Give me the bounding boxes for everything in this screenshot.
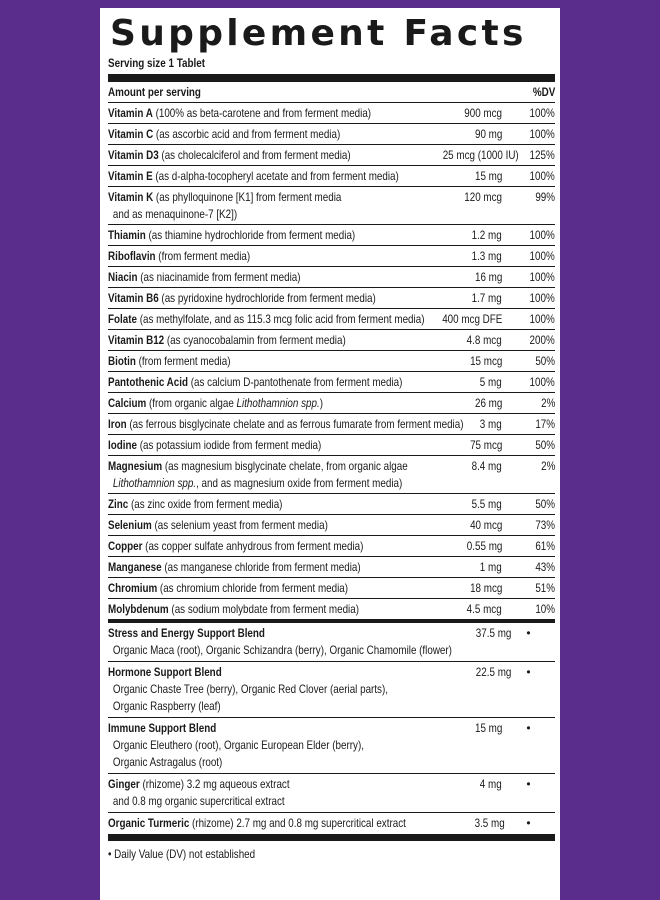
nutrient-amount-cell	[426, 189, 502, 206]
nutrient-label	[108, 458, 408, 492]
nutrient-dv-cell	[502, 538, 555, 555]
nutrient-detail: (as cholecalciferol and from ferment media)	[158, 148, 351, 162]
nutrient-amount-cell	[426, 105, 502, 122]
nutrient-row	[108, 267, 555, 288]
nutrient-name: Molybdenum	[108, 602, 169, 616]
blend-name: Organic Turmeric	[108, 816, 190, 830]
nutrient-label	[108, 332, 346, 349]
nutrient-name: Chromium	[108, 581, 158, 595]
nutrient-row	[108, 536, 555, 557]
nutrient-label	[108, 353, 230, 370]
nutrient-name: Vitamin E	[108, 169, 153, 183]
nutrient-row	[108, 103, 555, 124]
blend-ingredient-line: Organic Chaste Tree (berry), Organic Red Clover (aerial parts),	[112, 682, 388, 696]
nutrient-amount-cell	[426, 517, 502, 534]
nutrient-dv: 50%	[535, 438, 555, 452]
nutrient-dv: 100%	[529, 291, 555, 305]
nutrient-amount: 4.5 mcg	[466, 602, 502, 616]
nutrient-dv-cell	[502, 248, 555, 265]
nutrient-amount: 15 mcg	[469, 354, 502, 368]
panel-title: Supplement Facts	[110, 13, 527, 54]
nutrient-dv: 100%	[529, 169, 555, 183]
nutrient-name: Thiamin	[108, 228, 146, 242]
blend-row	[108, 718, 555, 774]
nutrient-amount-cell	[426, 290, 502, 307]
nutrient-amount: 40 mcg	[469, 518, 502, 532]
nutrient-row	[108, 393, 555, 414]
nutrient-dv-cell	[502, 227, 555, 244]
blend-amount-cell	[468, 625, 512, 642]
nutrient-dv-cell	[502, 105, 555, 122]
nutrient-name: Biotin	[108, 354, 136, 368]
nutrient-detail2: , and as magnesium oxide from ferment media)	[196, 476, 403, 490]
nutrient-detail: (as niacinamide from ferment media)	[137, 270, 301, 284]
nutrient-dv: 73%	[535, 518, 555, 532]
nutrient-amount: 3 mg	[480, 417, 502, 431]
nutrient-name-cell	[108, 559, 426, 576]
blend-dv-bullet: •	[526, 777, 531, 791]
nutrient-dv: 100%	[529, 106, 555, 120]
nutrient-detail: (as potassium iodide from ferment media)	[136, 438, 322, 452]
nutrient-amount: 18 mcg	[469, 581, 502, 595]
nutrient-amount-cell	[426, 437, 502, 454]
nutrient-dv: 51%	[535, 581, 555, 595]
nutrient-name-cell	[108, 458, 426, 492]
nutrient-dv-cell	[502, 353, 555, 370]
nutrient-row	[108, 124, 555, 145]
nutrient-dv: 125%	[529, 148, 555, 162]
nutrient-row	[108, 225, 555, 246]
nutrient-amount: 1.3 mg	[471, 249, 502, 263]
nutrient-dv-cell	[502, 416, 555, 433]
dv-label: %DV	[532, 85, 555, 99]
nutrient-detail-end: )	[319, 396, 323, 410]
nutrient-dv: 2%	[540, 396, 555, 410]
nutrient-detail: (100% as beta-carotene and from ferment media)	[152, 106, 372, 120]
nutrient-label	[108, 517, 328, 534]
nutrient-label	[108, 395, 323, 412]
nutrient-amount-cell	[426, 580, 502, 597]
nutrient-label	[108, 168, 399, 185]
nutrient-amount: 90 mg	[474, 127, 502, 141]
blend-ingredient-line: Organic Eleuthero (root), Organic European Elder (berry),	[112, 738, 364, 752]
footnote: • Daily Value (DV) not established	[108, 847, 256, 861]
nutrient-detail: (as manganese chloride from ferment media)	[161, 560, 361, 574]
blend-amount: 3.5 mg	[474, 816, 505, 830]
nutrient-name-cell	[108, 311, 426, 328]
nutrient-dv: 100%	[529, 312, 555, 326]
nutrient-detail: (as chromium chloride from ferment media)	[157, 581, 349, 595]
blend-dv-cell	[502, 815, 555, 832]
nutrient-dv-cell	[502, 580, 555, 597]
nutrient-dv-cell	[502, 601, 555, 618]
nutrient-amount-cell	[426, 168, 502, 185]
nutrient-dv-cell	[502, 290, 555, 307]
blend-amount-cell	[468, 720, 502, 737]
nutrient-label	[108, 416, 463, 433]
nutrient-detail: (from ferment media)	[155, 249, 251, 263]
nutrient-name-cell	[108, 416, 464, 433]
nutrient-detail: (as ferrous bisglycinate chelate and as ferrous fumarate from ferment media)	[126, 417, 464, 431]
nutrient-amount: 0.55 mg	[466, 539, 502, 553]
nutrient-dv-cell	[502, 189, 555, 206]
nutrient-detail2: and as menaquinone-7 [K2])	[112, 207, 238, 221]
blend-dv-cell	[502, 776, 555, 793]
blend-amount: 15 mg	[474, 721, 502, 735]
blend-dv-bullet: •	[526, 626, 531, 640]
nutrient-name-cell	[108, 227, 426, 244]
nutrient-name-cell	[108, 601, 426, 618]
nutrient-row	[108, 557, 555, 578]
nutrient-amount: 5.5 mg	[471, 497, 502, 511]
nutrient-detail: (as methylfolate, and as 115.3 mcg folic acid from ferment media)	[136, 312, 425, 326]
blend-label	[108, 664, 388, 715]
nutrient-amount: 15 mg	[474, 169, 502, 183]
nutrient-dv: 50%	[535, 354, 555, 368]
nutrient-name-cell	[108, 147, 426, 164]
blend-amount-cell	[468, 815, 505, 832]
nutrient-row	[108, 309, 555, 330]
nutrient-row	[108, 414, 555, 435]
nutrient-dv: 10%	[535, 602, 555, 616]
nutrient-label	[108, 374, 402, 391]
nutrient-name: Vitamin K	[108, 190, 154, 204]
nutrient-dv-cell	[502, 437, 555, 454]
nutrient-row	[108, 246, 555, 267]
nutrient-name-cell	[108, 437, 426, 454]
blend-ingredient-line: Organic Maca (root), Organic Schizandra (berry), Organic Chamomile (flower)	[112, 643, 452, 657]
blend-label	[108, 720, 364, 771]
nutrient-detail: (as thiamine hydrochloride from ferment media)	[145, 228, 356, 242]
nutrient-detail: (as magnesium bisglycinate chelate, from organic algae	[162, 459, 408, 473]
nutrient-dv: 99%	[535, 190, 555, 204]
nutrient-detail: (as pyridoxine hydrochloride from ferment media)	[158, 291, 376, 305]
nutrient-dv-cell	[502, 168, 555, 185]
blend-name: Immune Support Blend	[108, 721, 217, 735]
nutrient-dv: 50%	[535, 497, 555, 511]
nutrient-amount-cell	[426, 496, 502, 513]
blend-name-cell	[108, 720, 468, 771]
nutrient-detail-line2	[108, 206, 341, 223]
nutrient-name: Iodine	[108, 438, 137, 452]
nutrient-dv: 100%	[529, 249, 555, 263]
nutrient-detail: (as phylloquinone [K1] from ferment media	[153, 190, 342, 204]
nutrient-dv-cell	[502, 458, 555, 475]
nutrient-amount-cell	[426, 395, 502, 412]
nutrient-amount: 8.4 mg	[471, 459, 502, 473]
nutrient-amount-cell	[426, 538, 502, 555]
nutrient-dv: 200%	[529, 333, 555, 347]
column-header-row	[108, 82, 555, 103]
nutrient-label	[108, 189, 341, 223]
nutrient-row	[108, 372, 555, 393]
nutrient-dv: 61%	[535, 539, 555, 553]
nutrient-amount-cell	[426, 126, 502, 143]
nutrient-dv: 100%	[529, 270, 555, 284]
nutrient-row	[108, 351, 555, 372]
nutrient-label	[108, 601, 359, 618]
nutrient-amount: 1 mg	[480, 560, 502, 574]
nutrient-name-cell	[108, 126, 426, 143]
nutrient-name: Pantothenic Acid	[108, 375, 189, 389]
nutrient-name: Calcium	[108, 396, 147, 410]
nutrient-row	[108, 456, 555, 494]
nutrient-name-cell	[108, 248, 426, 265]
nutrient-amount: 120 mcg	[464, 190, 502, 204]
nutrient-amount: 5 mg	[480, 375, 502, 389]
nutrient-amount-cell	[426, 332, 502, 349]
nutrient-dv: 17%	[535, 417, 555, 431]
amount-per-serving-label: Amount per serving	[108, 85, 201, 99]
nutrient-dv-cell	[502, 126, 555, 143]
nutrient-amount: 26 mg	[474, 396, 502, 410]
nutrient-name-cell	[108, 374, 426, 391]
blend-detail: (rhizome) 3.2 mg aqueous extract	[139, 777, 290, 791]
nutrient-amount: 1.2 mg	[471, 228, 502, 242]
blend-name-cell	[108, 815, 468, 832]
nutrient-label	[108, 105, 371, 122]
nutrient-detail: (as d-alpha-tocopheryl acetate and from ferment media)	[152, 169, 399, 183]
nutrient-name-cell	[108, 538, 426, 555]
nutrient-detail2-italic: Lithothamnion spp.	[112, 476, 197, 490]
nutrient-dv: 43%	[535, 560, 555, 574]
nutrient-name: Vitamin C	[108, 127, 154, 141]
nutrient-label	[108, 248, 250, 265]
nutrient-amount: 1.7 mg	[471, 291, 502, 305]
nutrient-name: Magnesium	[108, 459, 163, 473]
blend-name: Stress and Energy Support Blend	[108, 626, 265, 640]
nutrient-amount-cell	[426, 458, 502, 475]
nutrient-name-cell	[108, 395, 426, 412]
nutrient-amount: 400 mcg DFE	[441, 312, 502, 326]
nutrient-detail: (as zinc oxide from ferment media)	[128, 497, 283, 511]
nutrient-name-cell	[108, 517, 426, 534]
nutrient-dv: 100%	[529, 228, 555, 242]
blend-detail: (rhizome) 2.7 mg and 0.8 mg supercritical extract	[189, 816, 406, 830]
blend-name: Hormone Support Blend	[108, 665, 222, 679]
nutrient-name-cell	[108, 353, 426, 370]
nutrient-row	[108, 435, 555, 456]
nutrient-list	[108, 103, 555, 619]
nutrient-amount-cell	[426, 269, 502, 286]
nutrient-row	[108, 166, 555, 187]
nutrient-label	[108, 311, 424, 328]
blend-name: Ginger	[108, 777, 140, 791]
blend-row	[108, 662, 555, 718]
nutrient-name-cell	[108, 332, 426, 349]
nutrient-detail: (as sodium molybdate from ferment media)	[168, 602, 359, 616]
nutrient-label	[108, 496, 282, 513]
nutrient-amount: 25 mcg (1000 IU)	[442, 148, 519, 162]
blend-name-cell	[108, 625, 468, 659]
blend-amount: 4 mg	[480, 777, 502, 791]
nutrient-amount: 75 mcg	[469, 438, 502, 452]
nutrient-amount-cell	[426, 147, 519, 164]
nutrient-row	[108, 599, 555, 619]
blend-row	[108, 774, 555, 813]
nutrient-label	[108, 437, 321, 454]
nutrient-row	[108, 515, 555, 536]
nutrient-name: Niacin	[108, 270, 138, 284]
divider-bottom	[108, 834, 555, 841]
nutrient-detail-italic: Lithothamnion spp.	[236, 396, 320, 410]
blend-ingredient-line: Organic Astragalus (root)	[112, 755, 223, 769]
nutrient-name: Copper	[108, 539, 143, 553]
nutrient-detail: (as calcium D-pantothenate from ferment media)	[188, 375, 403, 389]
divider-thick	[108, 74, 555, 82]
nutrient-name: Folate	[108, 312, 137, 326]
nutrient-amount: 4.8 mcg	[466, 333, 502, 347]
nutrient-detail: (as ascorbic acid and from ferment media)	[153, 127, 341, 141]
blend-amount-cell	[468, 664, 512, 681]
blend-dv-bullet: •	[526, 816, 531, 830]
nutrient-label	[108, 559, 361, 576]
blend-label	[108, 815, 406, 832]
blend-row	[108, 813, 555, 834]
nutrient-dv-cell	[502, 332, 555, 349]
nutrient-dv-cell	[502, 395, 555, 412]
nutrient-row	[108, 187, 555, 225]
nutrient-label	[108, 126, 340, 143]
supplement-facts-panel	[100, 8, 560, 900]
blend-amount-cell	[468, 776, 502, 793]
blend-row	[108, 623, 555, 662]
nutrient-dv: 100%	[529, 375, 555, 389]
blend-name-cell	[108, 664, 468, 715]
nutrient-label	[108, 227, 355, 244]
nutrient-dv: 2%	[540, 459, 555, 473]
nutrient-amount-cell	[426, 559, 502, 576]
nutrient-name-cell	[108, 580, 426, 597]
nutrient-dv: 100%	[529, 127, 555, 141]
nutrient-name: Vitamin B6	[108, 291, 159, 305]
nutrient-amount-cell	[426, 353, 502, 370]
nutrient-row	[108, 494, 555, 515]
nutrient-label	[108, 269, 301, 286]
serving-size: Serving size 1 Tablet	[108, 58, 206, 70]
nutrient-amount-cell	[426, 311, 502, 328]
blend-dv-cell	[502, 720, 555, 737]
nutrient-detail: (from ferment media)	[135, 354, 231, 368]
nutrient-dv-cell	[502, 559, 555, 576]
nutrient-row	[108, 145, 555, 166]
nutrient-amount-cell	[426, 227, 502, 244]
nutrient-dv-cell	[502, 517, 555, 534]
blend-ingredient-line: and 0.8 mg organic supercritical extract	[112, 794, 285, 808]
nutrient-dv-cell	[502, 496, 555, 513]
nutrient-name: Vitamin A	[108, 106, 153, 120]
nutrient-detail: (from organic algae	[146, 396, 237, 410]
nutrient-name-cell	[108, 496, 426, 513]
blend-dv-bullet: •	[526, 665, 531, 679]
nutrient-amount-cell	[426, 374, 502, 391]
nutrient-amount: 16 mg	[474, 270, 502, 284]
nutrient-detail-line2	[108, 475, 408, 492]
nutrient-dv-cell	[502, 311, 555, 328]
blend-ingredient-line: Organic Raspberry (leaf)	[112, 699, 221, 713]
blend-name-cell	[108, 776, 468, 810]
nutrient-detail: (as selenium yeast from ferment media)	[151, 518, 328, 532]
nutrient-name: Selenium	[108, 518, 152, 532]
nutrient-name-cell	[108, 189, 426, 223]
blend-dv-bullet: •	[526, 721, 531, 735]
blend-label	[108, 625, 452, 659]
nutrient-name-cell	[108, 105, 426, 122]
nutrient-dv-cell	[502, 374, 555, 391]
nutrient-name: Riboflavin	[108, 249, 156, 263]
nutrient-name-cell	[108, 168, 426, 185]
blend-list	[108, 623, 555, 834]
nutrient-amount-cell	[426, 248, 502, 265]
nutrient-row	[108, 288, 555, 309]
nutrient-name: Vitamin B12	[108, 333, 165, 347]
nutrient-label	[108, 538, 363, 555]
nutrient-row	[108, 578, 555, 599]
nutrient-detail: (as cyanocobalamin from ferment media)	[164, 333, 346, 347]
nutrient-amount-cell	[426, 601, 502, 618]
nutrient-detail: (as copper sulfate anhydrous from ferment media)	[142, 539, 364, 553]
nutrient-name-cell	[108, 269, 426, 286]
nutrient-name: Zinc	[108, 497, 129, 511]
nutrient-amount: 900 mcg	[464, 106, 502, 120]
blend-amount: 22.5 mg	[475, 665, 512, 679]
nutrient-label	[108, 580, 348, 597]
nutrient-row	[108, 330, 555, 351]
nutrient-name-cell	[108, 290, 426, 307]
nutrient-label	[108, 147, 351, 164]
nutrient-name: Iron	[108, 417, 127, 431]
nutrient-name: Manganese	[108, 560, 162, 574]
blend-label	[108, 776, 290, 810]
nutrient-dv-cell	[502, 269, 555, 286]
nutrient-label	[108, 290, 376, 307]
blend-amount: 37.5 mg	[475, 626, 512, 640]
nutrient-name: Vitamin D3	[108, 148, 159, 162]
